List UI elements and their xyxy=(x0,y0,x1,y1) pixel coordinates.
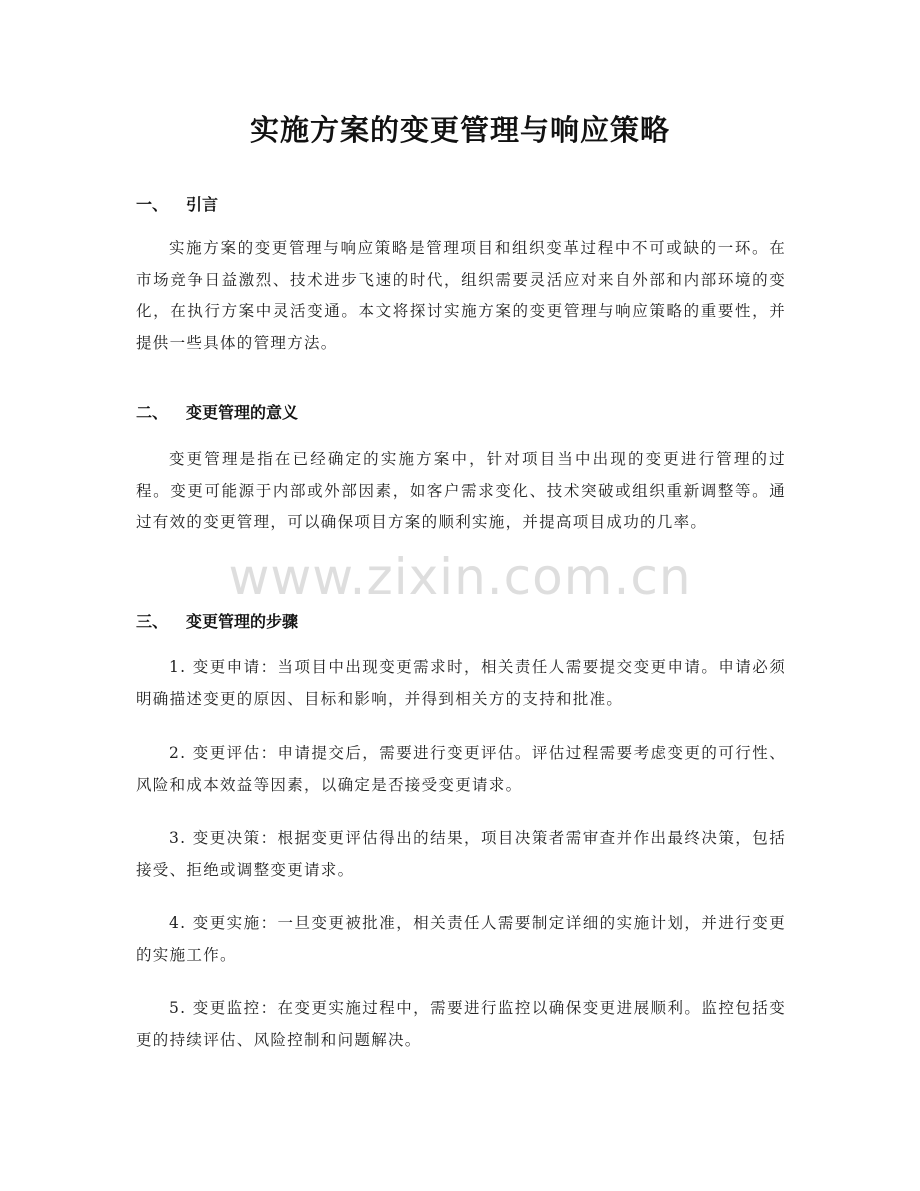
section-title: 引言 xyxy=(186,195,219,214)
section-title: 变更管理的意义 xyxy=(186,403,299,422)
step-change-implementation: 4. 变更实施：一旦变更被批准，相关责任人需要制定详细的实施计划，并进行变更的实施工作。 xyxy=(136,914,786,964)
section-heading-significance xyxy=(136,400,298,423)
document-title: 实施方案的变更管理与响应策略 xyxy=(249,113,670,147)
step-change-evaluation: 2. 变更评估：申请提交后，需要进行变更评估。评估过程需要考虑变更的可行性、风险和成本效益等因素，以确定是否接受变更请求。 xyxy=(136,744,786,794)
intro-paragraph: 实施方案的变更管理与响应策略是管理项目和组织变革过程中不可或缺的一环。在市场竞争日益激烈、技术进步飞速的时代，组织需要灵活应对来自外部和内部环境的变化，在执行方案中灵活变通。本文将探讨实施方案的变更管理与响应策略的重要性，并提供一些具体的管理方法。 xyxy=(136,239,786,352)
watermark: www.zixin.com.cn xyxy=(228,548,692,606)
step-change-decision: 3. 变更决策：根据变更评估得出的结果，项目决策者需审查并作出最终决策，包括接受、拒绝或调整变更请求。 xyxy=(136,829,786,879)
step-change-request: 1. 变更申请：当项目中出现变更需求时，相关责任人需要提交变更申请。申请必须明确描述变更的原因、目标和影响，并得到相关方的支持和批准。 xyxy=(136,658,786,708)
section-title: 变更管理的步骤 xyxy=(186,612,299,631)
step-change-monitoring: 5. 变更监控：在变更实施过程中，需要进行监控以确保变更进展顺利。监控包括变更的持续评估、风险控制和问题解决。 xyxy=(136,999,786,1049)
significance-paragraph: 变更管理是指在已经确定的实施方案中，针对项目当中出现的变更进行管理的过程。变更可能源于内部或外部因素，如客户需求变化、技术突破或组织重新调整等。通过有效的变更管理，可以确保项目方案的顺利实施，并提高项目成功的几率。 xyxy=(136,450,786,531)
section-number: 一、 xyxy=(136,195,169,214)
section-number: 三、 xyxy=(136,612,169,631)
section-heading-intro xyxy=(136,192,218,215)
section-number: 二、 xyxy=(136,403,169,422)
section-heading-steps xyxy=(136,609,298,632)
